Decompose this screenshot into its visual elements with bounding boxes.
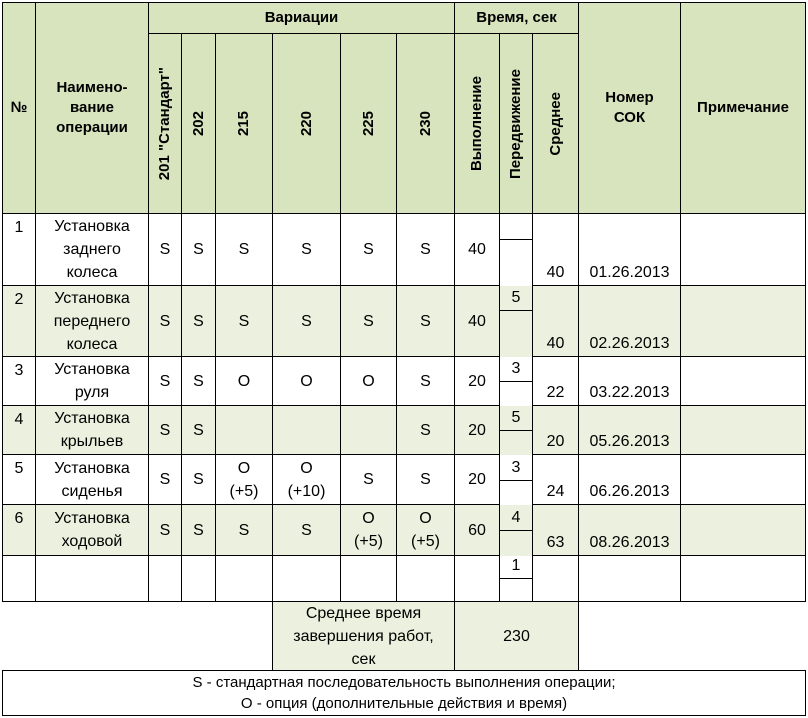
row4-v220 [272, 405, 341, 455]
row5-v230: S [396, 454, 455, 505]
row6-v202: S [181, 504, 216, 556]
row5-v202: S [181, 454, 216, 505]
row6-v215: S [215, 504, 273, 556]
row5-v225: S [340, 454, 397, 505]
row7-v215 [215, 555, 273, 602]
row4-no: 4 [2, 405, 36, 455]
legend-standard: S - стандартная последовательность выполнения операции; [192, 674, 616, 691]
move-cell-bottom [499, 578, 533, 602]
row7-v225 [340, 555, 397, 602]
row4-exec: 20 [454, 405, 500, 455]
row2-name: Установка переднего колеса [35, 285, 149, 357]
summary-label: Среднее время завершения работ, сек [272, 601, 455, 671]
row1-exec: 40 [454, 213, 500, 286]
row1-v201: S [148, 213, 182, 286]
header-operation-name: Наимено-вание операции [35, 2, 149, 214]
header-sok-number: Номер СОК [578, 2, 681, 214]
row2-v201: S [148, 285, 182, 357]
row2-v225: S [340, 285, 397, 357]
row4-v202: S [181, 405, 216, 455]
row6-avg: 63 [532, 504, 579, 556]
legend-option: O - опция (дополнительные действия и время) [240, 695, 568, 712]
row6-v230: O (+5) [396, 504, 455, 556]
row6-v220: S [272, 504, 341, 556]
header-time: Время, сек [454, 2, 579, 34]
row7-v230 [396, 555, 455, 602]
row1-v220: S [272, 213, 341, 286]
header-var-220-label: 220 [297, 110, 315, 137]
row5-exec: 20 [454, 454, 500, 505]
move-cell-top [499, 213, 533, 240]
row7-avg [532, 555, 579, 602]
row6-v201: S [148, 504, 182, 556]
row4-v201: S [148, 405, 182, 455]
row5-v220: O (+10) [272, 454, 341, 505]
header-var-225-label: 225 [359, 110, 377, 137]
row1-sok: 01.26.2013 [578, 213, 681, 286]
move-cell-6: 1 [499, 530, 533, 579]
header-avg-label: Среднее [546, 91, 564, 156]
header-var-215 [215, 33, 273, 214]
row6-v225: O (+5) [340, 504, 397, 556]
row5-v201: S [148, 454, 182, 505]
row6-note [680, 504, 806, 556]
header-move [499, 33, 533, 214]
legend [2, 670, 806, 716]
row2-sok: 02.26.2013 [578, 285, 681, 357]
row4-v215 [215, 405, 273, 455]
row3-exec: 20 [454, 356, 500, 406]
header-var-220 [272, 33, 341, 214]
row3-note [680, 356, 806, 406]
header-avg [532, 33, 579, 214]
row4-avg: 20 [532, 405, 579, 455]
move-cell-5: 4 [499, 480, 533, 531]
row3-v202: S [181, 356, 216, 406]
row6-name: Установка ходовой [35, 504, 149, 556]
row3-avg: 22 [532, 356, 579, 406]
row7-note [680, 555, 806, 602]
row6-sok: 08.26.2013 [578, 504, 681, 556]
header-var-215-label: 215 [235, 110, 252, 137]
header-var-201-label: 201 "Стандарт" [156, 66, 173, 181]
row5-avg: 24 [532, 454, 579, 505]
row4-v225 [340, 405, 397, 455]
header-var-202 [181, 33, 216, 214]
row7-name [35, 555, 149, 602]
row7-v201 [148, 555, 182, 602]
header-var-202-label: 202 [189, 110, 207, 137]
row2-v220: S [272, 285, 341, 357]
row2-v202: S [181, 285, 216, 357]
row1-avg: 40 [532, 213, 579, 286]
row7-exec [454, 555, 500, 602]
row1-v202: S [181, 213, 216, 286]
row2-exec: 40 [454, 285, 500, 357]
row3-v220: O [272, 356, 341, 406]
row4-sok: 05.26.2013 [578, 405, 681, 455]
header-var-230-label: 230 [416, 110, 434, 137]
row7-v202 [181, 555, 216, 602]
row4-name: Установка крыльев [35, 405, 149, 455]
row5-sok: 06.26.2013 [578, 454, 681, 505]
header-exec-label: Выполнение [468, 75, 485, 172]
row1-v230: S [396, 213, 455, 286]
row5-v215: O (+5) [215, 454, 273, 505]
row1-v225: S [340, 213, 397, 286]
row3-sok: 03.22.2013 [578, 356, 681, 406]
row3-v215: O [215, 356, 273, 406]
header-variations: Вариации [148, 2, 455, 34]
row1-name: Установка заднего колеса [35, 213, 149, 286]
row2-avg: 40 [532, 285, 579, 357]
row2-v215: S [215, 285, 273, 357]
row5-name: Установка сиденья [35, 454, 149, 505]
row1-no: 1 [2, 213, 36, 286]
row3-v225: O [340, 356, 397, 406]
row3-v230: S [396, 356, 455, 406]
row7-v220 [272, 555, 341, 602]
row5-no: 5 [2, 454, 36, 505]
move-cell-4: 3 [499, 430, 533, 481]
row3-name: Установка руля [35, 356, 149, 406]
row1-v215: S [215, 213, 273, 286]
header-exec [454, 33, 500, 214]
summary-value: 230 [454, 601, 579, 671]
move-cell-3: 5 [499, 381, 533, 431]
row3-v201: S [148, 356, 182, 406]
row6-exec: 60 [454, 504, 500, 556]
row6-no: 6 [2, 504, 36, 556]
header-var-230 [396, 33, 455, 214]
header-var-201 [148, 33, 182, 214]
row2-v230: S [396, 285, 455, 357]
row7-no [2, 555, 36, 602]
row5-note [680, 454, 806, 505]
row3-no: 3 [2, 356, 36, 406]
header-no: № [2, 2, 36, 214]
row4-note [680, 405, 806, 455]
row4-v230: S [396, 405, 455, 455]
row2-no: 2 [2, 285, 36, 357]
row2-note [680, 285, 806, 357]
header-var-225 [340, 33, 397, 214]
header-move-label: Передвижение [507, 68, 524, 179]
move-cell-2: 3 [499, 310, 533, 382]
row7-sok [578, 555, 681, 602]
header-note: Примечание [680, 2, 806, 214]
move-cell-1: 5 [499, 239, 533, 311]
row1-note [680, 213, 806, 286]
